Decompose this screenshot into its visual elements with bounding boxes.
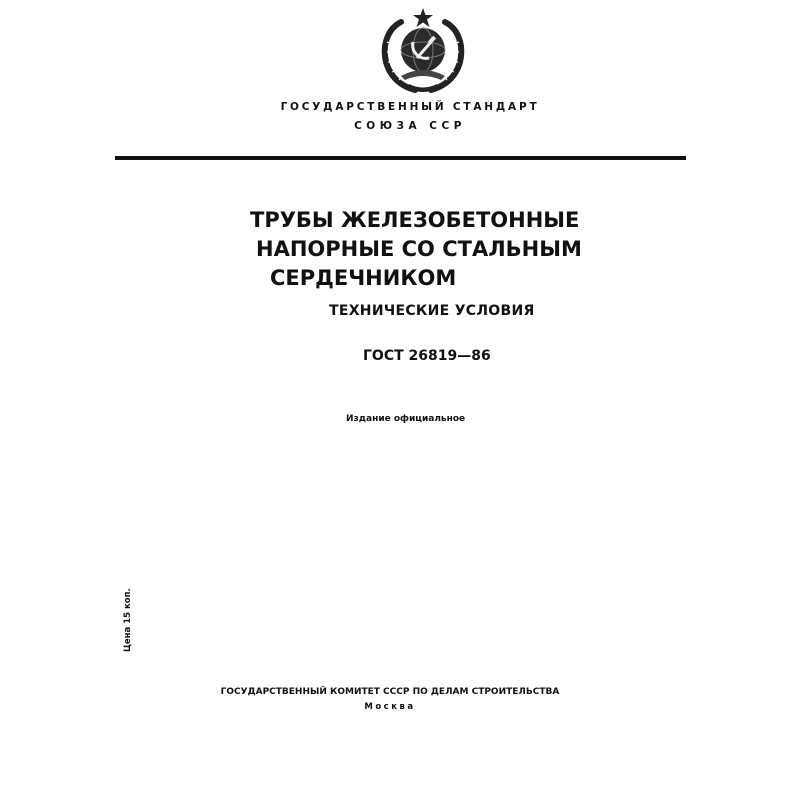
edition-note: Издание официальное [346,414,466,424]
header-divider [115,156,686,160]
title-line: СЕРДЕЧНИКОМ [270,266,457,290]
document-subtitle: ТЕХНИЧЕСКИЕ УСЛОВИЯ [329,303,535,319]
header-ussr: СОЮЗА ССР [354,120,466,132]
publisher-city: Москва [364,702,416,712]
title-line: ТРУБЫ ЖЕЛЕЗОБЕТОННЫЕ [250,208,580,232]
standard-number: ГОСТ 26819—86 [363,348,491,364]
ussr-state-emblem-icon [375,6,471,98]
publisher-name: ГОСУДАРСТВЕННЫЙ КОМИТЕТ СССР ПО ДЕЛАМ СТРОИТЕЛЬСТВА [220,687,560,697]
title-line: НАПОРНЫЕ СО СТАЛЬНЫМ [256,237,582,261]
document-title [230,206,630,293]
price-label: Цена 15 коп. [123,588,133,652]
header-state-standard: ГОСУДАРСТВЕННЫЙ СТАНДАРТ [280,101,540,113]
